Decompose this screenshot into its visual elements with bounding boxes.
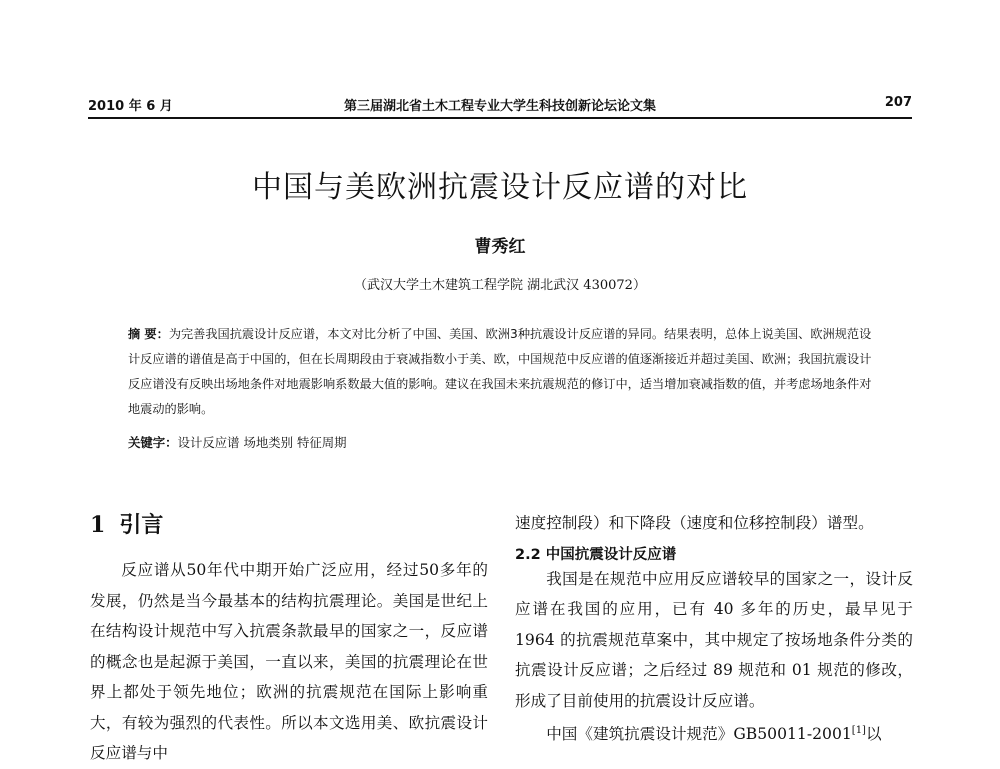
issue-date: 2010 年 6 月 xyxy=(88,99,173,114)
paper-title: 中国与美欧洲抗震设计反应谱的对比 xyxy=(252,170,748,205)
section-number: 1 xyxy=(90,512,106,538)
reference-citation: [1] xyxy=(851,725,866,736)
body-paragraph: 反应谱从50年代中期开始广泛应用，经过50多年的发展，仍然是当今最基本的结构抗震理论。美国是世纪上在结构设计规范中写入抗震条款最早的国家之一，反应谱的概念也是起源于美国，一直以来，美国的抗震理论在世界上都处于领先地位；欧洲的抗震规范在国际上影响重大，有较为强烈的代表性。所以本文选用美、欧抗震设计反应谱与中 xyxy=(90,561,488,762)
author-affiliation: （武汉大学土木建筑工程学院 湖北武汉 430072） xyxy=(354,278,646,293)
author-name: 曹秀红 xyxy=(474,237,526,257)
left-column xyxy=(90,508,488,769)
last-line-text: 中国《建筑抗震设计规范》GB50011-2001 xyxy=(546,725,852,744)
section-heading xyxy=(90,508,488,539)
right-column xyxy=(515,508,913,750)
abstract-label: 摘 要： xyxy=(128,327,169,341)
keywords xyxy=(128,433,347,451)
body-paragraph-last xyxy=(515,716,913,750)
abstract xyxy=(128,322,872,422)
subsection-heading: 2.2 中国抗震设计反应谱 xyxy=(515,546,677,563)
last-line-end: 以 xyxy=(865,725,882,744)
body-paragraph: 我国是在规范中应用反应谱较早的国家之一，设计反应谱在我国的应用，已有 40 多年的历史，最早见于 1964 的抗震规范草案中，其中规定了按场地条件分类的抗震设计反应谱；之后经过 89 规范和 01 规范的修改，形成了目前使用的抗震设计反应谱。 xyxy=(515,569,913,710)
keywords-label: 关键字： xyxy=(128,435,178,450)
page-number: 207 xyxy=(884,95,912,110)
section-title: 引言 xyxy=(119,513,164,538)
keywords-text: 设计反应谱 场地类别 特征周期 xyxy=(177,435,347,450)
continued-text: 速度控制段）和下降段（速度和位移控制段）谱型。 xyxy=(515,514,874,532)
journal-title: 第三届湖北省土木工程专业大学生科技创新论坛论文集 xyxy=(343,99,656,114)
running-header xyxy=(88,93,912,119)
abstract-text: 为完善我国抗震设计反应谱，本文对比分析了中国、美国、欧洲3种抗震设计反应谱的异同。结果表明，总体上说美国、欧洲规范设计反应谱的谱值是高于中国的，但在长周期段由于衰减指数小于美、欧，中国规范中反应谱的值逐渐接近并超过美国、欧洲；我国抗震设计反应谱没有反映出场地条件对地震影响系数最大值的影响。建议在我国未来抗震规范的修订中，适当增加衰减指数的值，并考虑场地条件对地震动的影响。 xyxy=(128,327,872,416)
